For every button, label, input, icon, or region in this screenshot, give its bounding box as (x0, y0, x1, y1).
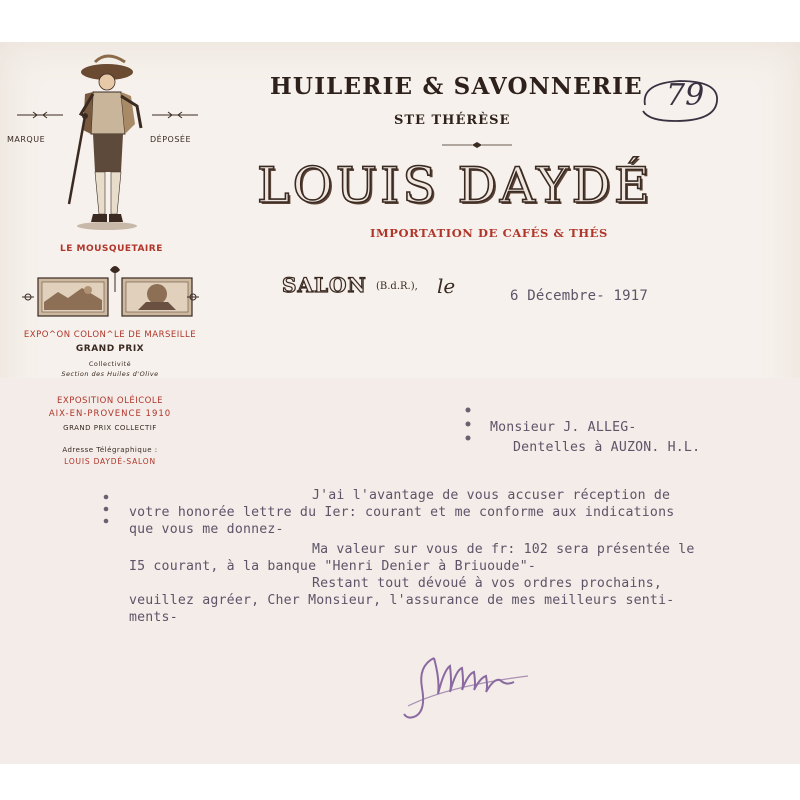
expo-oleicole: EXPOSITION OLÉICOLE (57, 396, 163, 406)
punch-holes-body-icon (101, 492, 113, 528)
medal-panels-icon (18, 262, 203, 322)
header-divider-icon (442, 140, 512, 150)
body-line-2: votre honorée lettre du Ier: courant et me conforme aux indications (129, 505, 675, 520)
adresse-value: LOUIS DAYDÉ-SALON (64, 457, 156, 466)
letter-date: 6 Décembre- 1917 (510, 288, 649, 304)
grand-prix: GRAND PRIX (75, 344, 145, 354)
musketeer-emblem-icon (55, 54, 160, 234)
body-line-1: J'ai l'avantage de vous accuser réception de (312, 488, 671, 503)
le-label: le (437, 274, 456, 298)
company-line: HUILERIE & SAVONNERIE (270, 73, 643, 100)
signature-icon (388, 636, 548, 726)
emblem-caption: LE MOUSQUETAIRE (60, 244, 163, 254)
punch-holes-top-icon (462, 404, 476, 444)
body-line-7: veuillez agréer, Cher Monsieur, l'assurance de mes meilleurs senti- (129, 593, 675, 608)
importation-line: IMPORTATION DE CAFÉS & THÉS (370, 226, 608, 240)
body-line-6: Restant tout dévoué à vos ordres prochains, (312, 576, 663, 591)
file-number: 79 (666, 78, 705, 113)
recipient-line2: Dentelles à AUZON. H.L. (513, 440, 701, 455)
body-line-5: I5 courant, à la banque "Henri Denier à Briuoude"- (129, 559, 536, 574)
body-line-8: ments- (129, 610, 178, 625)
company-name: LOUIS DAYDÉ (257, 157, 653, 214)
trademark-left: MARQUE (7, 135, 46, 144)
grand-prix-collectif: GRAND PRIX COLLECTIF (63, 424, 157, 432)
recipient-line1: Monsieur J. ALLEG- (490, 420, 637, 435)
expo-colon-line: EXPO^ON COLON^LE DE MARSEILLE (23, 330, 197, 340)
exposition-medals (18, 262, 203, 322)
adresse-label: Adresse Télégraphique : (62, 446, 158, 454)
city: SALON (282, 273, 367, 297)
aix-en-provence: AIX-EN-PROVENCE 1910 (48, 409, 172, 419)
body-line-3: que vous me donnez- (129, 522, 284, 537)
body-line-4: Ma valeur sur vous de fr: 102 sera présentée le (312, 542, 695, 557)
sainte-therese: STE THÉRÈSE (394, 113, 511, 128)
trademark-right: DÉPOSÉE (150, 135, 192, 144)
collectivite: Collectivité (88, 360, 132, 368)
section-huiles: Section des Huiles d'Olive (61, 370, 159, 378)
department: (B.d.R.), (376, 281, 418, 292)
